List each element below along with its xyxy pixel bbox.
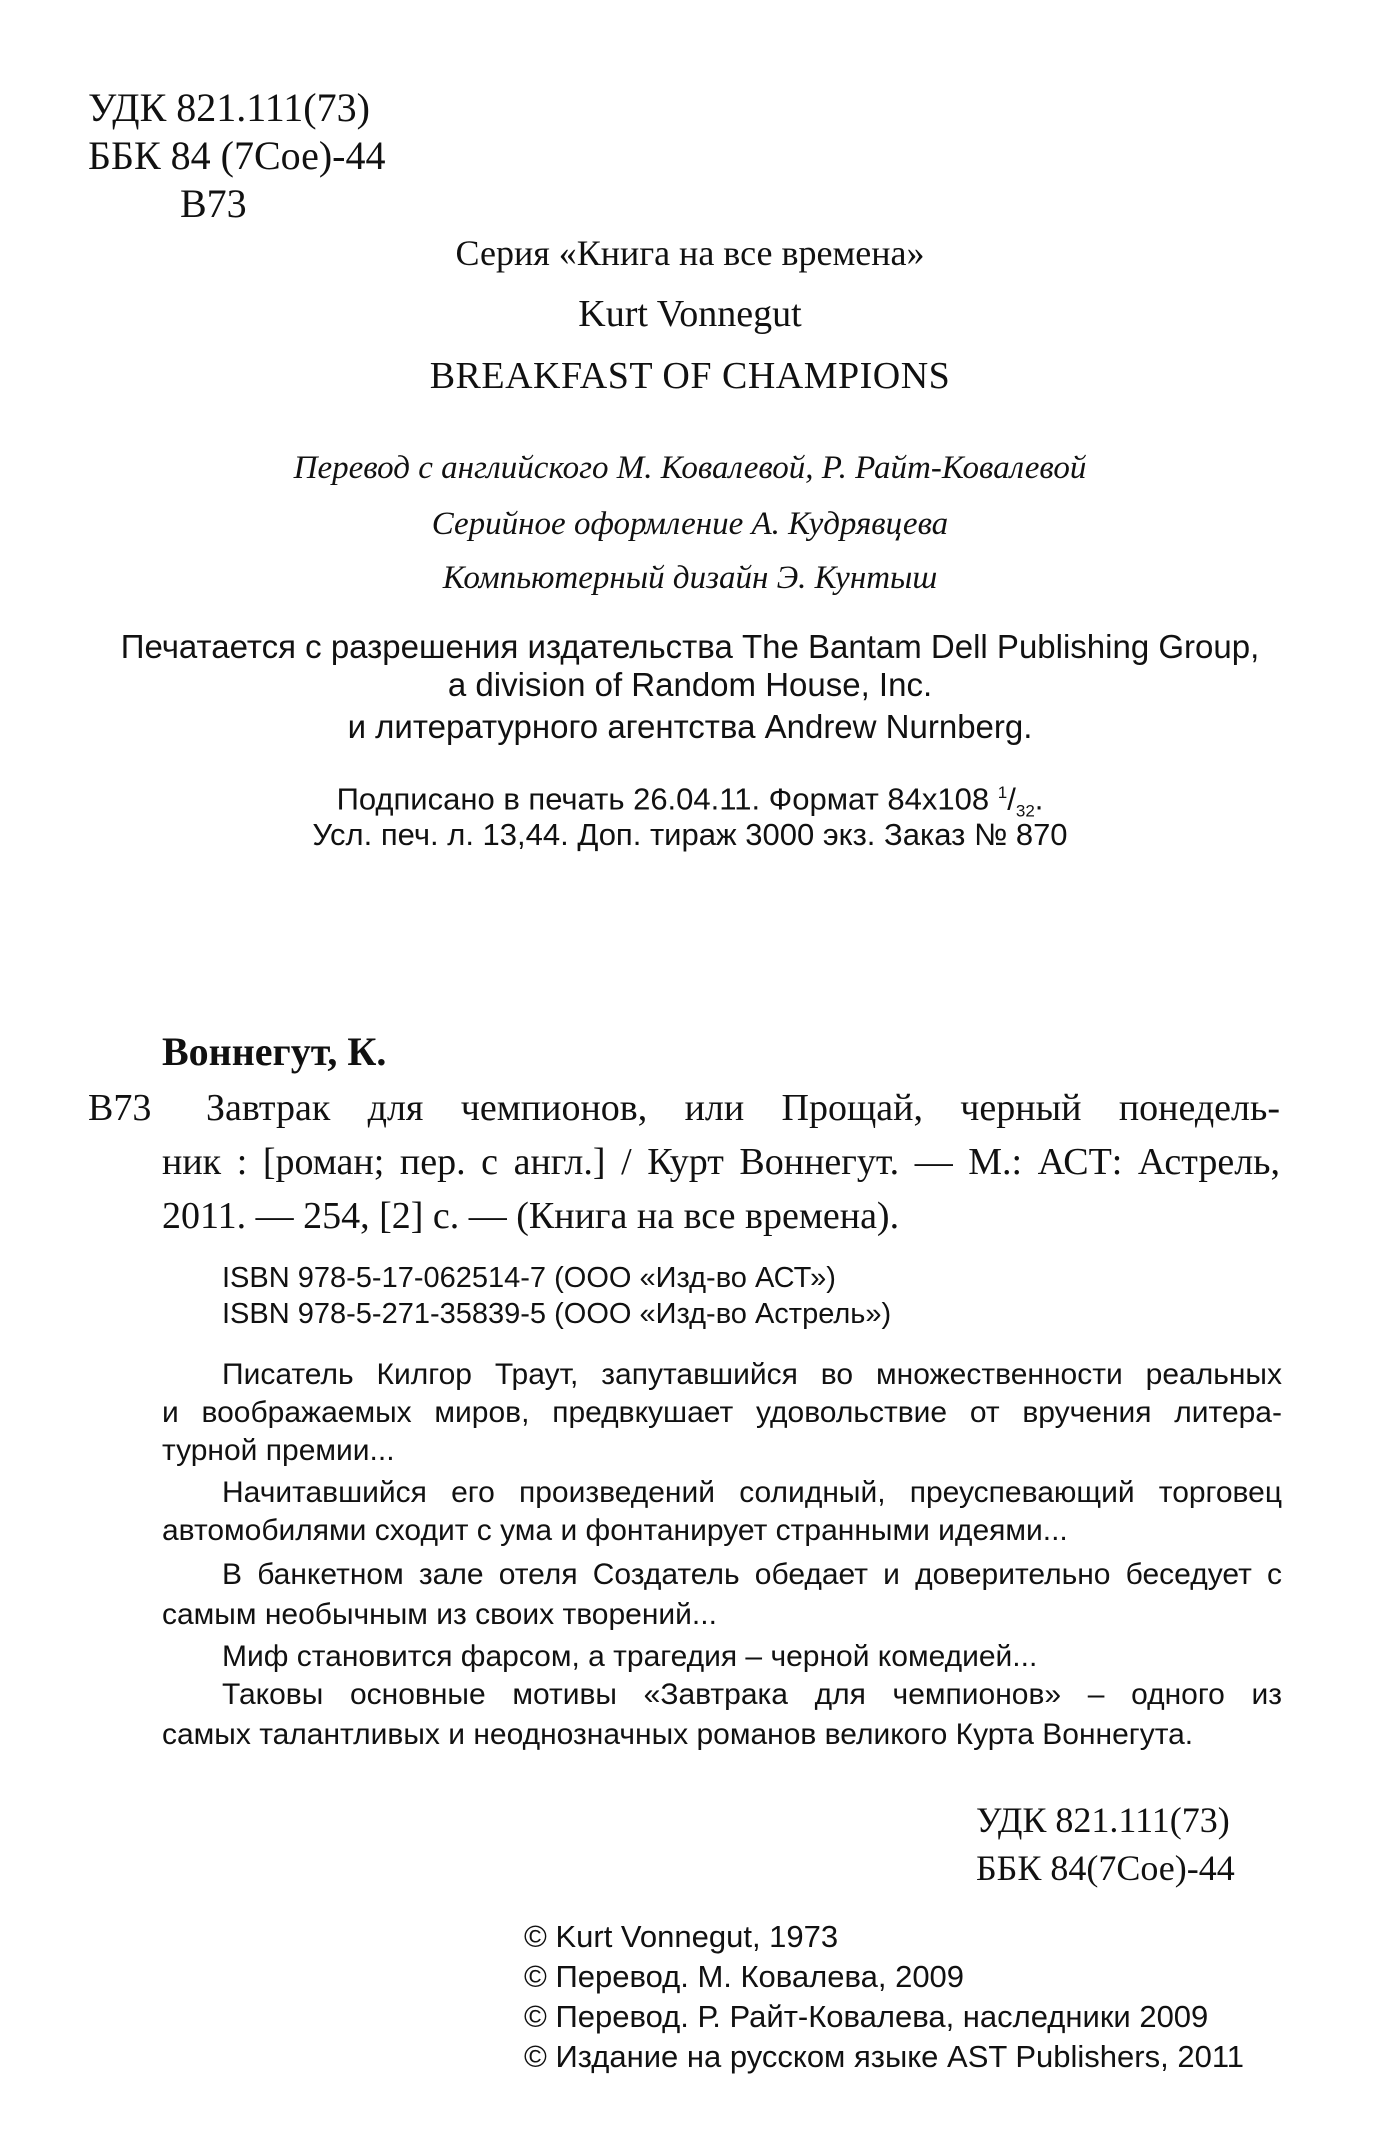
annotation-p5-line-2: самых талантливых и неоднозначных романов великого Курта Воннегута.: [162, 1718, 1194, 1751]
annotation-p2-line-2: автомобилями сходит с ума и фонтанирует странными идеями...: [162, 1514, 1068, 1547]
isbn-ast: ISBN 978-5-17-062514-7 (ООО «Изд-во АСТ»): [222, 1262, 836, 1294]
annotation-p3-line-1: В банкетном зале отеля Создатель обедает и доверительно беседует с: [222, 1558, 1282, 1591]
series-title: Серия «Книга на все времена»: [455, 233, 925, 273]
translation-credit: Перевод с английского М. Ковалевой, Р. Райт-Ковалевой: [293, 450, 1087, 486]
permission-line-1: Печатается с разрешения издательства The Bantam Dell Publishing Group,: [120, 628, 1260, 665]
udk-code-bottom: УДК 821.111(73): [976, 1800, 1230, 1840]
copyright-russian-edition: © Издание на русском языке AST Publishers, 2011: [524, 2039, 1244, 2074]
print-info-line-1: Подписано в печать 26.04.11. Формат 84х108 $^1/_{32}$.: [336, 781, 1044, 821]
print-info-line-2: Усл. печ. л. 13,44. Доп. тираж 3000 экз. Заказ № 870: [312, 817, 1068, 852]
isbn-astrel: ISBN 978-5-271-35839-5 (ООО «Изд-во Астрель»): [222, 1298, 892, 1330]
annotation-p1-line-1: Писатель Килгор Траут, запутавшийся во множественности реальных: [222, 1358, 1282, 1391]
bib-line-3: 2011. — 254, [2] с. — (Книга на все времена).: [162, 1195, 900, 1237]
copyright-translation-rait-kovaleva: © Перевод. Р. Райт-Ковалева, наследники 2009: [524, 1999, 1209, 2034]
bib-line-1: Завтрак для чемпионов, или Прощай, черный понедель-: [206, 1087, 1280, 1129]
bib-line-2: ник : [роман; пер. с англ.] / Курт Воннегут. — М.: АСТ: Астрель,: [162, 1141, 1280, 1183]
copyright-author: © Kurt Vonnegut, 1973: [524, 1919, 839, 1954]
annotation-p4-line-1: Миф становится фарсом, а трагедия – черной комедией...: [222, 1640, 1038, 1673]
permission-line-3: и литературного агентства Andrew Nurnberg.: [347, 708, 1033, 745]
annotation-p1-line-2: и воображаемых миров, предвкушает удовольствие от вручения литера-: [162, 1396, 1282, 1429]
annotation-p1-line-3: турной премии...: [162, 1434, 395, 1467]
annotation-p3-line-2: самым необычным из своих творений...: [162, 1598, 717, 1631]
original-title: BREAKFAST OF CHAMPIONS: [429, 355, 951, 397]
bbk-code: ББК 84 (7Сое)-44: [88, 133, 386, 178]
annotation-p2-line-1: Начитавшийся его произведений солидный, преуспевающий торговец: [222, 1476, 1282, 1509]
annotation-p5-line-1: Таковы основные мотивы «Завтрака для чемпионов» – одного из: [222, 1678, 1282, 1711]
original-author: Kurt Vonnegut: [578, 293, 802, 335]
computer-design-credit: Компьютерный дизайн Э. Кунтыш: [442, 560, 938, 596]
bib-author: Воннегут, К.: [162, 1029, 387, 1074]
print-info-end: .: [1034, 781, 1044, 817]
bbk-code-bottom: ББК 84(7Сое)-44: [976, 1848, 1235, 1888]
permission-line-2: a division of Random House, Inc.: [447, 666, 933, 703]
author-sign-code: В73: [180, 181, 247, 226]
series-design-credit: Серийное оформление А. Кудрявцева: [431, 506, 949, 542]
print-info-main: Подписано в печать 26.04.11. Формат 84х108: [336, 781, 998, 817]
copyright-translation-kovaleva: © Перевод. М. Ковалева, 2009: [524, 1959, 965, 1994]
format-fraction-denominator: 32: [1015, 801, 1035, 821]
format-fraction-numerator: 1: [997, 783, 1008, 802]
udk-code: УДК 821.111(73): [88, 85, 370, 130]
bib-code: В73: [88, 1087, 152, 1129]
